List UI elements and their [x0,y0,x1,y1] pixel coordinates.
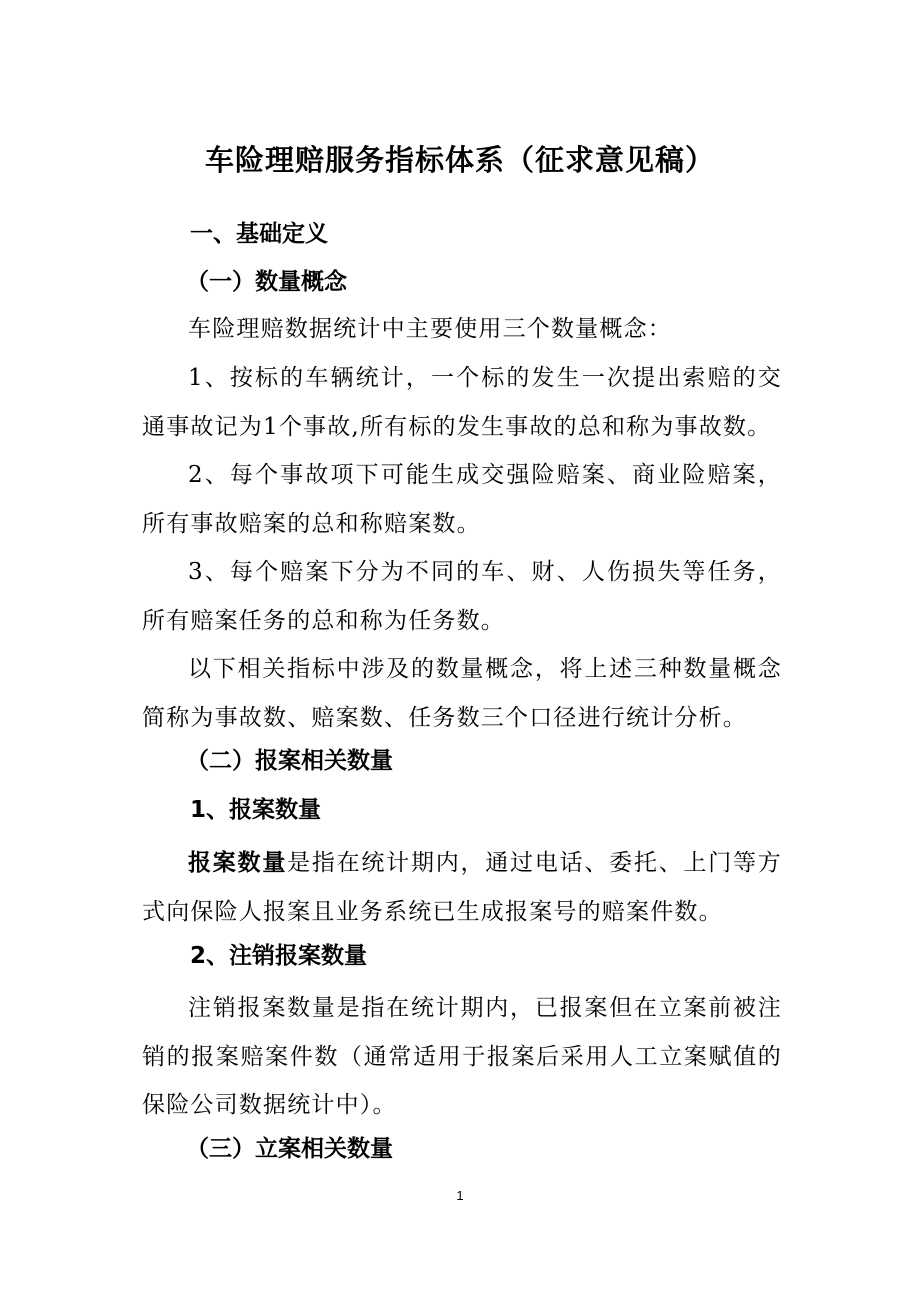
item-heading-cancelled-report-count: 2、注销报案数量 [190,943,368,969]
paragraph-cancelled-report-count-definition: 注销报案数量是指在统计期内，已报案但在立案前被注销的报案赔案件数（通常适用于报案后采用人工立案赋值的保险公司数据统计中）。 [142,995,782,1118]
term-report-count: 报案数量 [188,850,288,876]
paragraph-item-2: 2、每个事故项下可能生成交强险赔案、商业险赔案，所有事故赔案的总和称赔案数。 [142,462,782,537]
paragraph-summary: 以下相关指标中涉及的数量概念，将上述三种数量概念简称为事故数、赔案数、任务数三个口径进行统计分析。 [142,656,782,731]
page-number: 1 [456,1188,464,1203]
subsection-heading-filing-quantities: （三）立案相关数量 [186,1136,393,1162]
subsection-heading-quantity-concepts: （一）数量概念 [186,269,347,295]
section-heading-basic-definitions: 一、基础定义 [190,221,328,247]
item-heading-report-count: 1、报案数量 [190,797,322,823]
definition-report-count: 是指在统计期内，通过电话、委托、上门等方式向保险人报案且业务系统已生成报案号的赔案件数。 [142,850,782,925]
paragraph-intro: 车险理赔数据统计中主要使用三个数量概念： [188,316,672,342]
document-title: 车险理赔服务指标体系（征求意见稿） [204,143,715,177]
subsection-heading-report-quantities: （二）报案相关数量 [186,748,393,774]
paragraph-report-count-definition [142,839,782,936]
paragraph-item-1: 1、按标的车辆统计，一个标的发生一次提出索赔的交通事故记为1个事故,所有标的发生事故的总和称为事故数。 [142,365,782,440]
paragraph-item-3: 3、每个赔案下分为不同的车、财、人伤损失等任务，所有赔案任务的总和称为任务数。 [142,559,782,634]
